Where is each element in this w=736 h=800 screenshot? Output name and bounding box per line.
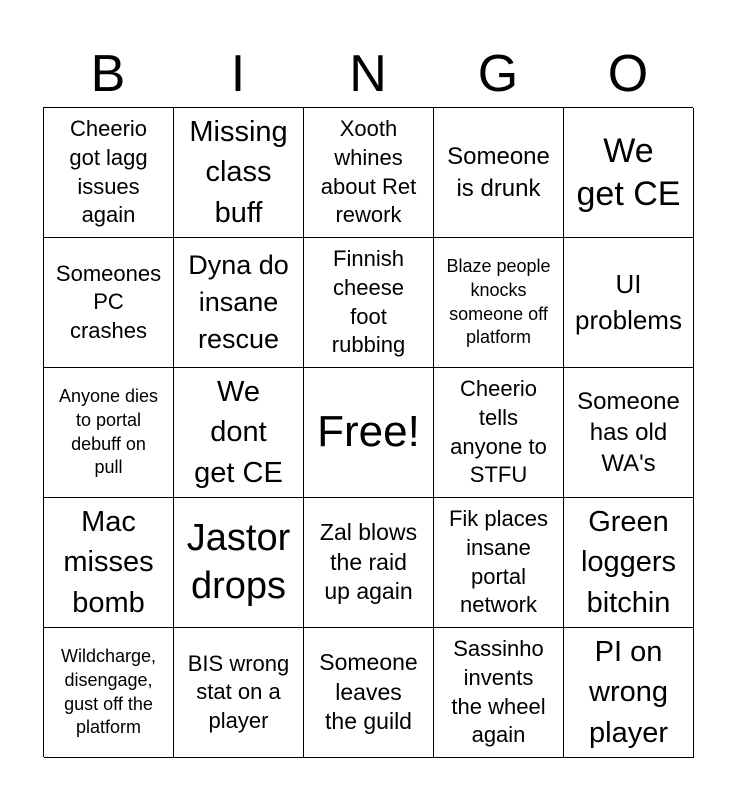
bingo-cell[interactable] xyxy=(304,628,434,758)
cell-text: Anyone dies to portal debuff on pull xyxy=(58,385,159,478)
bingo-cell[interactable] xyxy=(434,108,564,238)
cell-text: Sassinho invents the wheel again xyxy=(451,636,546,748)
bingo-cell[interactable] xyxy=(174,108,304,238)
cell-text: Someone has old WA's xyxy=(577,387,680,478)
cell-text: Blaze people knocks someone off platform xyxy=(446,255,551,348)
bingo-cell[interactable] xyxy=(44,238,174,368)
bingo-cell[interactable] xyxy=(44,628,174,758)
cell-text: Missing class buff xyxy=(189,116,288,229)
header-letter-b: B xyxy=(90,45,126,103)
cell-text: Zal blows the raid up again xyxy=(319,518,418,605)
cell-text: Fik places insane portal network xyxy=(448,506,549,618)
cell-text: We get CE xyxy=(576,132,681,213)
cell-text: Dyna do insane rescue xyxy=(188,249,289,355)
bingo-cell[interactable] xyxy=(304,238,434,368)
bingo-cell[interactable] xyxy=(44,368,174,498)
cell-text: Xooth whines about Ret rework xyxy=(320,116,417,228)
bingo-cell[interactable] xyxy=(434,238,564,368)
bingo-free-space[interactable] xyxy=(304,368,434,498)
header-letter-n: N xyxy=(349,45,387,103)
bingo-cell[interactable] xyxy=(304,498,434,628)
cell-text: Someone leaves the guild xyxy=(319,648,418,735)
bingo-cell[interactable] xyxy=(564,628,694,758)
bingo-cell[interactable] xyxy=(564,498,694,628)
bingo-cell[interactable] xyxy=(44,108,174,238)
cell-text: We dont get CE xyxy=(194,376,283,489)
cell-text: BIS wrong stat on a player xyxy=(187,650,290,733)
header-letter-i: I xyxy=(230,45,246,103)
cell-text: Jastor drops xyxy=(186,517,291,607)
bingo-cell[interactable] xyxy=(174,238,304,368)
cell-text: PI on wrong player xyxy=(589,636,668,749)
bingo-cell[interactable] xyxy=(174,368,304,498)
bingo-board xyxy=(43,107,693,757)
cell-text: Mac misses bomb xyxy=(63,506,154,619)
cell-text: Cheerio tells anyone to STFU xyxy=(450,376,547,488)
header-letter-g: G xyxy=(477,45,519,103)
bingo-cell[interactable] xyxy=(564,238,694,368)
bingo-cell[interactable] xyxy=(44,498,174,628)
cell-text: Someones PC crashes xyxy=(55,260,162,343)
bingo-cell[interactable] xyxy=(434,498,564,628)
bingo-cell[interactable] xyxy=(174,628,304,758)
cell-text: Finnish cheese foot rubbing xyxy=(331,246,406,358)
bingo-cell[interactable] xyxy=(434,628,564,758)
bingo-cell[interactable] xyxy=(564,368,694,498)
free-space-text: Free! xyxy=(317,407,420,457)
bingo-cell[interactable] xyxy=(304,108,434,238)
bingo-cell[interactable] xyxy=(564,108,694,238)
header-letter-o: O xyxy=(607,45,649,103)
bingo-cell[interactable] xyxy=(434,368,564,498)
bingo-header xyxy=(43,40,693,108)
cell-text: Someone is drunk xyxy=(447,143,550,202)
cell-text: Cheerio got lagg issues again xyxy=(69,116,148,228)
cell-text: Wildcharge, disengage, gust off the platform xyxy=(60,645,157,738)
cell-text: Green loggers bitchin xyxy=(580,506,677,619)
bingo-cell[interactable] xyxy=(174,498,304,628)
cell-text: UI problems xyxy=(575,268,682,335)
